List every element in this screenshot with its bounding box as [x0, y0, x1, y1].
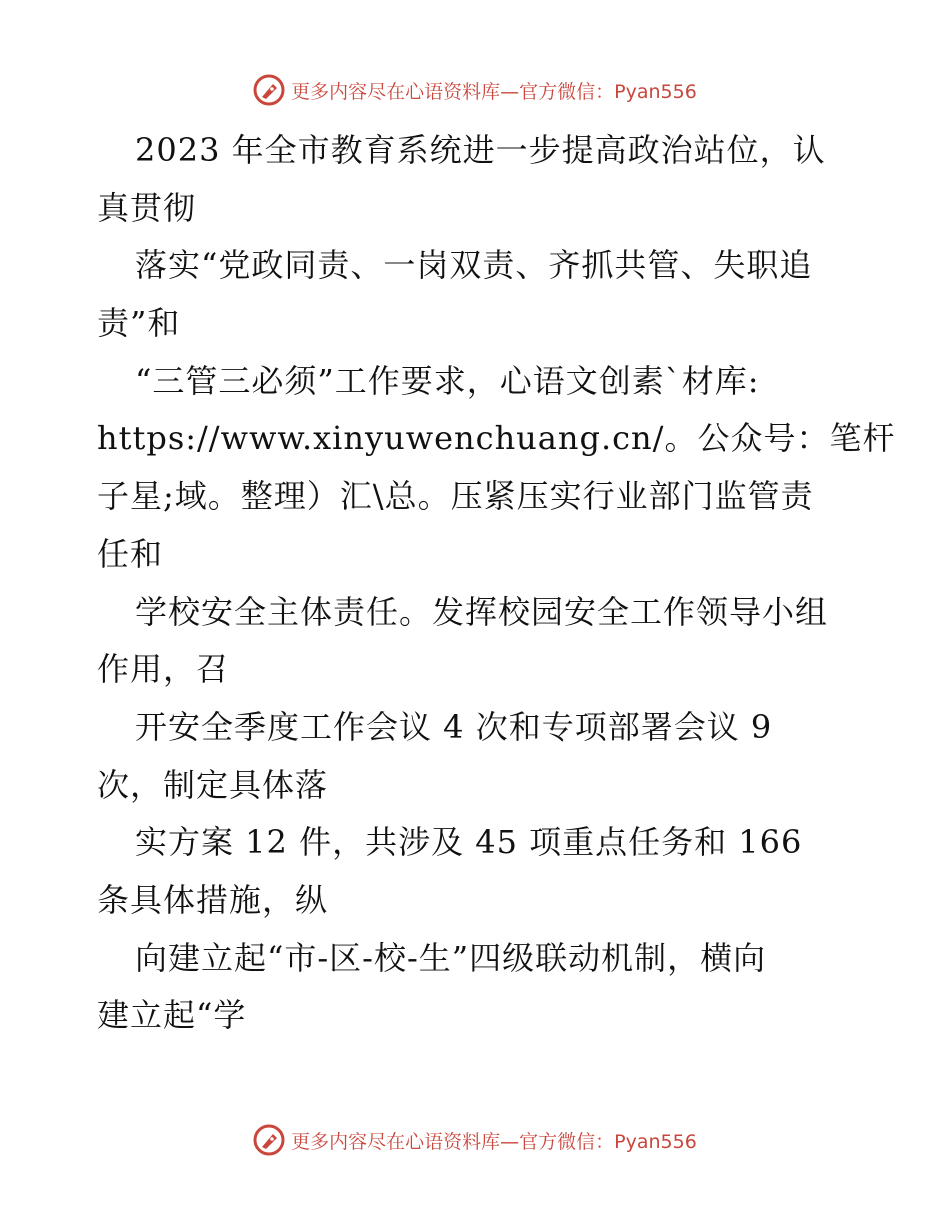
body-line: 建立起“学 — [97, 996, 247, 1035]
footer-banner — [0, 1120, 950, 1160]
body-line: 向建立起“市-区-校-生”四级联动机制，横向 — [135, 938, 767, 977]
body-line: 实方案 12 件，共涉及 45 项重点任务和 166 — [135, 823, 803, 862]
body-line: 落实“党政同责、一岗双责、齐抓共管、失职追 — [135, 246, 813, 285]
body-line: 真贯彻 — [97, 188, 197, 227]
body-line: 作用，召 — [97, 650, 230, 689]
body-line: https://www.xinyuwenchuang.cn/。公众号：笔杆 — [97, 419, 896, 458]
body-line: 子星;域。整理）汇\总。压紧压实行业部门监管责 — [97, 477, 814, 516]
header-banner — [0, 70, 950, 110]
body-line: 任和 — [97, 534, 164, 573]
body-line: 次，制定具体落 — [97, 765, 329, 804]
body-line: “三管三必须”工作要求，心语文创素`材库: — [135, 361, 760, 400]
body-line: 2023 年全市教育系统进一步提高政治站位，认 — [135, 131, 826, 169]
body-line: 学校安全主体责任。发挥校园安全工作领导小组 — [135, 592, 829, 631]
header-banner-text: 更多内容尽在心语资料库—官方微信：Pyan556 — [291, 80, 697, 103]
body-line: 责”和 — [97, 304, 181, 343]
body-line: 条具体措施，纵 — [97, 880, 329, 919]
pen-nib-seal-icon — [253, 74, 285, 106]
document-body — [97, 122, 896, 1045]
footer-banner-text: 更多内容尽在心语资料库—官方微信：Pyan556 — [291, 1130, 697, 1153]
body-line: 开安全季度工作会议 4 次和专项部署会议 9 — [135, 707, 773, 746]
pen-nib-seal-icon — [253, 1124, 285, 1156]
